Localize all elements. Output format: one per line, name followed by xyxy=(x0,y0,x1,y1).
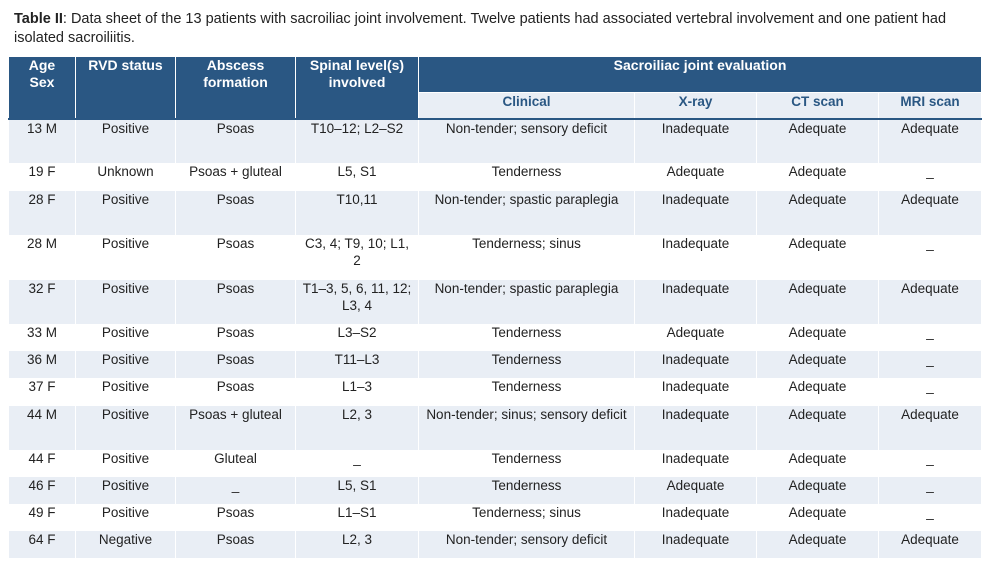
cell-mri-scan: _ xyxy=(879,324,982,351)
header-xray: X-ray xyxy=(635,93,757,120)
cell-xray: Inadequate xyxy=(635,450,757,477)
cell-age-sex: 37 F xyxy=(9,378,76,406)
cell-ct-scan: Adequate xyxy=(757,163,879,191)
cell-ct-scan: Adequate xyxy=(757,280,879,324)
cell-abscess: Psoas xyxy=(176,351,296,378)
cell-xray: Inadequate xyxy=(635,531,757,558)
cell-clinical: Non-tender; sinus; sensory deficit xyxy=(419,406,635,450)
table-row xyxy=(9,235,982,280)
header-spinal-level xyxy=(296,57,419,119)
header-row-main xyxy=(9,57,982,93)
table-row xyxy=(9,163,982,191)
cell-xray: Inadequate xyxy=(635,191,757,235)
cell-spinal-level: T1–3, 5, 6, 11, 12; L3, 4 xyxy=(296,280,419,324)
header-ct-scan: CT scan xyxy=(757,93,879,120)
cell-rvd-status: Positive xyxy=(76,450,176,477)
cell-xray: Inadequate xyxy=(635,406,757,450)
cell-abscess: _ xyxy=(176,477,296,504)
cell-abscess: Psoas xyxy=(176,119,296,163)
table-row xyxy=(9,191,982,235)
cell-abscess: Psoas xyxy=(176,191,296,235)
table-row xyxy=(9,280,982,324)
cell-mri-scan: Adequate xyxy=(879,531,982,558)
cell-spinal-level: L3–S2 xyxy=(296,324,419,351)
cell-rvd-status: Positive xyxy=(76,119,176,163)
cell-age-sex: 32 F xyxy=(9,280,76,324)
cell-ct-scan: Adequate xyxy=(757,531,879,558)
cell-mri-scan: Adequate xyxy=(879,191,982,235)
cell-clinical: Tenderness xyxy=(419,450,635,477)
cell-spinal-level: L1–3 xyxy=(296,378,419,406)
cell-age-sex: 33 M xyxy=(9,324,76,351)
table-row xyxy=(9,378,982,406)
table-row xyxy=(9,119,982,163)
cell-rvd-status: Positive xyxy=(76,504,176,531)
cell-spinal-level: L5, S1 xyxy=(296,477,419,504)
cell-ct-scan: Adequate xyxy=(757,351,879,378)
cell-mri-scan: Adequate xyxy=(879,119,982,163)
caption-text: : Data sheet of the 13 patients with sacroiliac joint involvement. Twelve patients had associated vertebral involvement and one patient had isolated sacroiliitis. xyxy=(14,11,947,46)
cell-rvd-status: Positive xyxy=(76,406,176,450)
cell-abscess: Psoas + gluteal xyxy=(176,406,296,450)
cell-mri-scan: _ xyxy=(879,477,982,504)
cell-clinical: Non-tender; spastic paraplegia xyxy=(419,280,635,324)
cell-xray: Adequate xyxy=(635,163,757,191)
cell-xray: Inadequate xyxy=(635,119,757,163)
cell-ct-scan: Adequate xyxy=(757,119,879,163)
cell-clinical: Non-tender; sensory deficit xyxy=(419,531,635,558)
cell-abscess: Psoas xyxy=(176,324,296,351)
cell-spinal-level: T10–12; L2–S2 xyxy=(296,119,419,163)
header-spinal-line2: involved xyxy=(328,74,386,90)
cell-abscess: Psoas + gluteal xyxy=(176,163,296,191)
cell-spinal-level: L2, 3 xyxy=(296,531,419,558)
table-row xyxy=(9,504,982,531)
cell-mri-scan: Adequate xyxy=(879,280,982,324)
header-sacroiliac-evaluation: Sacroiliac joint evaluation xyxy=(419,57,982,93)
header-abscess xyxy=(176,57,296,119)
cell-clinical: Non-tender; sensory deficit xyxy=(419,119,635,163)
cell-age-sex: 28 M xyxy=(9,235,76,280)
cell-age-sex: 49 F xyxy=(9,504,76,531)
cell-clinical: Tenderness; sinus xyxy=(419,504,635,531)
header-rvd-label: RVD status xyxy=(88,57,163,73)
cell-age-sex: 13 M xyxy=(9,119,76,163)
cell-clinical: Tenderness xyxy=(419,163,635,191)
cell-age-sex: 36 M xyxy=(9,351,76,378)
header-spinal-line1: Spinal level(s) xyxy=(309,57,405,73)
cell-ct-scan: Adequate xyxy=(757,378,879,406)
cell-spinal-level: _ xyxy=(296,450,419,477)
cell-spinal-level: T11–L3 xyxy=(296,351,419,378)
cell-age-sex: 44 F xyxy=(9,450,76,477)
cell-age-sex: 64 F xyxy=(9,531,76,558)
cell-clinical: Tenderness xyxy=(419,324,635,351)
cell-ct-scan: Adequate xyxy=(757,450,879,477)
cell-age-sex: 28 F xyxy=(9,191,76,235)
cell-spinal-level: C3, 4; T9, 10; L1, 2 xyxy=(296,235,419,280)
cell-mri-scan: _ xyxy=(879,378,982,406)
cell-clinical: Tenderness; sinus xyxy=(419,235,635,280)
table-row xyxy=(9,450,982,477)
header-clinical: Clinical xyxy=(419,93,635,120)
cell-clinical: Tenderness xyxy=(419,351,635,378)
cell-xray: Inadequate xyxy=(635,378,757,406)
cell-clinical: Non-tender; spastic paraplegia xyxy=(419,191,635,235)
cell-rvd-status: Positive xyxy=(76,378,176,406)
cell-spinal-level: L2, 3 xyxy=(296,406,419,450)
cell-ct-scan: Adequate xyxy=(757,477,879,504)
cell-ct-scan: Adequate xyxy=(757,504,879,531)
table-row xyxy=(9,531,982,558)
table-caption xyxy=(14,10,954,48)
header-age: Age xyxy=(28,57,56,73)
cell-mri-scan: _ xyxy=(879,235,982,280)
cell-clinical: Tenderness xyxy=(419,378,635,406)
cell-rvd-status: Positive xyxy=(76,324,176,351)
cell-abscess: Psoas xyxy=(176,531,296,558)
cell-rvd-status: Positive xyxy=(76,351,176,378)
header-sex: Sex xyxy=(29,74,55,90)
cell-ct-scan: Adequate xyxy=(757,406,879,450)
header-age-sex xyxy=(9,57,76,119)
cell-rvd-status: Positive xyxy=(76,477,176,504)
table-row xyxy=(9,406,982,450)
cell-xray: Adequate xyxy=(635,477,757,504)
cell-mri-scan: _ xyxy=(879,450,982,477)
cell-mri-scan: _ xyxy=(879,163,982,191)
table-label: Table II xyxy=(14,11,63,27)
cell-xray: Inadequate xyxy=(635,504,757,531)
cell-xray: Inadequate xyxy=(635,235,757,280)
header-mri-scan: MRI scan xyxy=(879,93,982,120)
cell-age-sex: 19 F xyxy=(9,163,76,191)
cell-mri-scan: Adequate xyxy=(879,406,982,450)
cell-abscess: Psoas xyxy=(176,378,296,406)
cell-rvd-status: Positive xyxy=(76,235,176,280)
cell-rvd-status: Positive xyxy=(76,191,176,235)
cell-abscess: Psoas xyxy=(176,280,296,324)
cell-clinical: Tenderness xyxy=(419,477,635,504)
cell-abscess: Psoas xyxy=(176,504,296,531)
cell-age-sex: 46 F xyxy=(9,477,76,504)
cell-ct-scan: Adequate xyxy=(757,235,879,280)
cell-spinal-level: T10,11 xyxy=(296,191,419,235)
table-row xyxy=(9,351,982,378)
table-row xyxy=(9,477,982,504)
cell-ct-scan: Adequate xyxy=(757,324,879,351)
header-abscess-line1: Abscess xyxy=(206,57,265,73)
cell-ct-scan: Adequate xyxy=(757,191,879,235)
cell-spinal-level: L5, S1 xyxy=(296,163,419,191)
cell-spinal-level: L1–S1 xyxy=(296,504,419,531)
patient-data-table xyxy=(8,57,982,558)
table-body xyxy=(9,119,982,558)
cell-rvd-status: Negative xyxy=(76,531,176,558)
cell-xray: Inadequate xyxy=(635,351,757,378)
cell-mri-scan: _ xyxy=(879,504,982,531)
cell-age-sex: 44 M xyxy=(9,406,76,450)
cell-xray: Adequate xyxy=(635,324,757,351)
cell-abscess: Psoas xyxy=(176,235,296,280)
cell-abscess: Gluteal xyxy=(176,450,296,477)
cell-mri-scan: _ xyxy=(879,351,982,378)
cell-rvd-status: Unknown xyxy=(76,163,176,191)
table-row xyxy=(9,324,982,351)
header-abscess-line2: formation xyxy=(203,74,268,90)
cell-xray: Inadequate xyxy=(635,280,757,324)
header-rvd-status xyxy=(76,57,176,119)
cell-rvd-status: Positive xyxy=(76,280,176,324)
